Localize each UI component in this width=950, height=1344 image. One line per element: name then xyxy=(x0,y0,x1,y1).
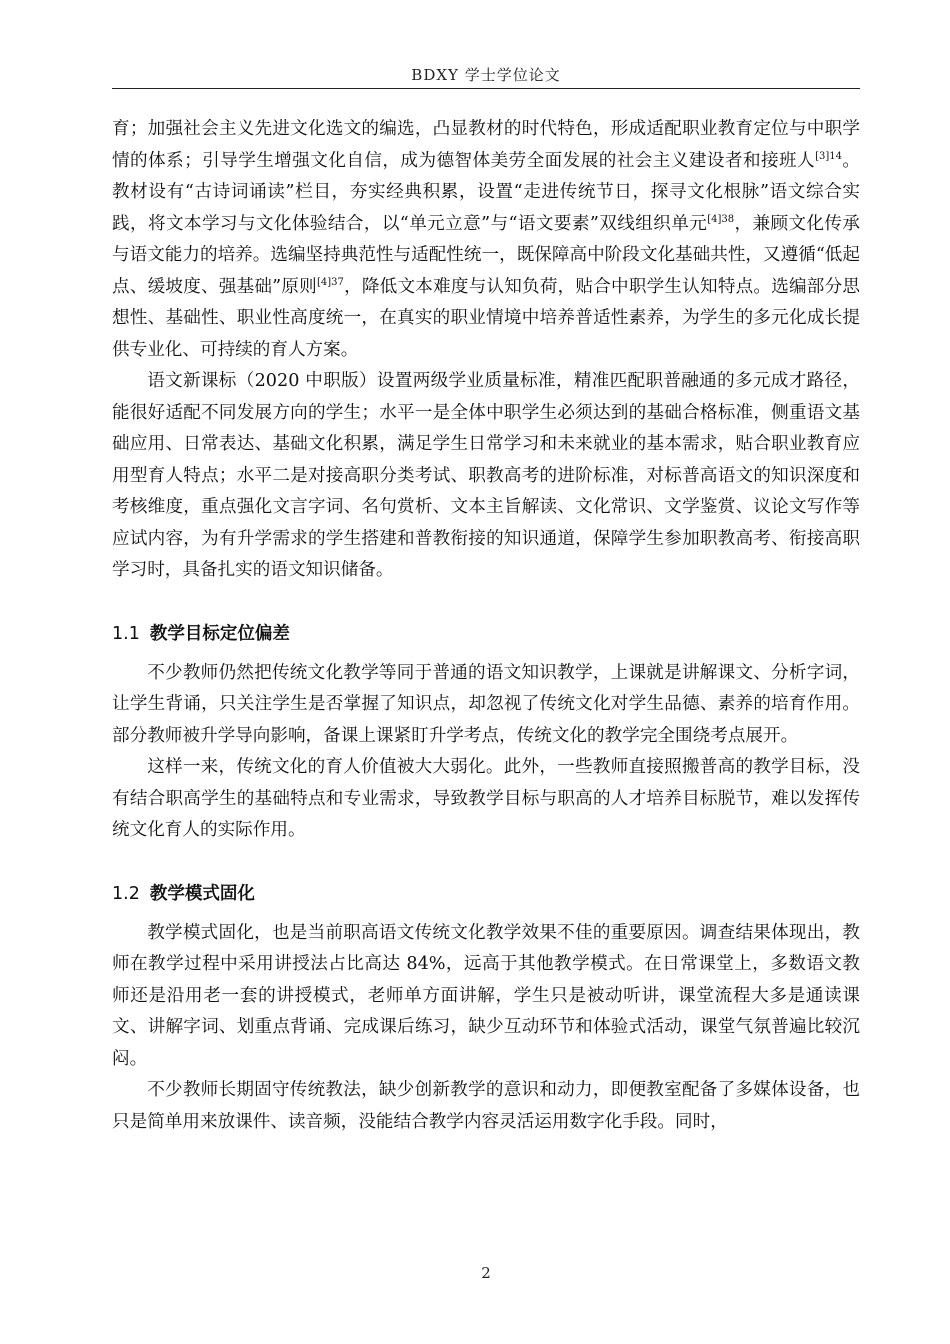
paragraph: 语文新课标（2020 中职版）设置两级学业质量标准，精准匹配职普融通的多元成才路径，能很好适配不同发展方向的学生；水平一是全体中职学生必须达到的基础合格标准，侧重语文基础应用、日常表达、基础文化积累，满足学生日常学习和未来就业的基本需求，贴合职业教育应用型育人特点；水平二是对接高职分类考试、职教高考的进阶标准，对标普高语文的知识深度和考核维度，重点强化文言字词、名句赏析、文本主旨解读、文化常识、文学鉴赏、议论文写作等应试内容，为有升学需求的学生搭建和普教衔接的知识通道，保障学生参加职教高考、衔接高职学习时，具备扎实的语文知识储备。 xyxy=(112,371,860,580)
section-title: 教学目标定位偏差 xyxy=(149,623,290,644)
citation: [4]38 xyxy=(707,213,735,225)
section-heading xyxy=(112,879,860,910)
paragraph-text: ，兼顾文化传承与语文能力的培养。选编坚持典范性与适配性统一，既保障高中阶段文化基础共性，又遵循“低起点、缓坡度、强基础”原则 xyxy=(112,213,860,297)
paragraph: 不少教师长期固守传统教法，缺少创新教学的意识和动力，即便教室配备了多媒体设备，也只是简单用来放课件、读音频，没能结合教学内容灵活运用数字化手段。同时， xyxy=(112,1080,860,1132)
paragraph: 不少教师仍然把传统文化教学等同于普通的语文知识教学，上课就是讲解课文、分析字词，让学生背诵，只关注学生是否掌握了知识点，却忽视了传统文化对学生品德、素养的培育作用。部分教师被升学导向影响，备课上课紧盯升学考点，传统文化的教学完全围绕考点展开。 xyxy=(112,662,860,746)
paragraph: 这样一来，传统文化的育人价值被大大弱化。此外，一些教师直接照搬普高的教学目标，没有结合职高学生的基础特点和专业需求，导致教学目标与职高的人才培养目标脱节，难以发挥传统文化育人的实际作用。 xyxy=(112,757,860,840)
section-number: 1.1 xyxy=(112,623,140,644)
paragraph: 教学模式固化，也是当前职高语文传统文化教学效果不佳的重要原因。调查结果体现出，教师在教学过程中采用讲授法占比高达 84%，远高于其他教学模式。在日常课堂上，多数语文教师还是沿用老一套的讲授模式，老师单方面讲解，学生只是被动听讲，课堂流程大多是通读课文、讲解字词、划重点背诵、完成课后练习，缺少互动环节和体验式活动，课堂气氛普遍比较沉闷。 xyxy=(112,922,860,1069)
paragraph-text: 育；加强社会主义先进文化选文的编选，凸显教材的时代特色，形成适配职业教育定位与中职学情的体系；引导学生增强文化自信，成为德智体美劳全面发展的社会主义建设者和接班人 xyxy=(112,119,860,171)
page-number: 2 xyxy=(481,1264,491,1282)
body-text xyxy=(112,114,860,1138)
section-title: 教学模式固化 xyxy=(149,883,255,904)
header-divider xyxy=(112,88,860,89)
section-number: 1.2 xyxy=(112,883,140,904)
citation: [4]37 xyxy=(316,276,344,288)
paragraph-text: ，降低文本难度与认知负荷，贴合中职学生认知特点。选编部分思想性、基础性、职业性高度统一，在真实的职业情境中培养普适性素养，为学生的多元化成长提供专业化、可持续的育人方案。 xyxy=(112,276,860,360)
paragraph-text: 。教材设有“古诗词诵读”栏目，夯实经典积累，设置“走进传统节日，探寻文化根脉”语文综合实践，将文本学习与文化体验结合，以“单元立意”与“语文要素”双线组织单元 xyxy=(112,150,860,234)
citation: [3]14 xyxy=(815,150,842,162)
section-heading xyxy=(112,619,860,650)
running-header: BDXY 学士学位论文 xyxy=(411,66,561,84)
paragraph-continued xyxy=(112,114,860,366)
